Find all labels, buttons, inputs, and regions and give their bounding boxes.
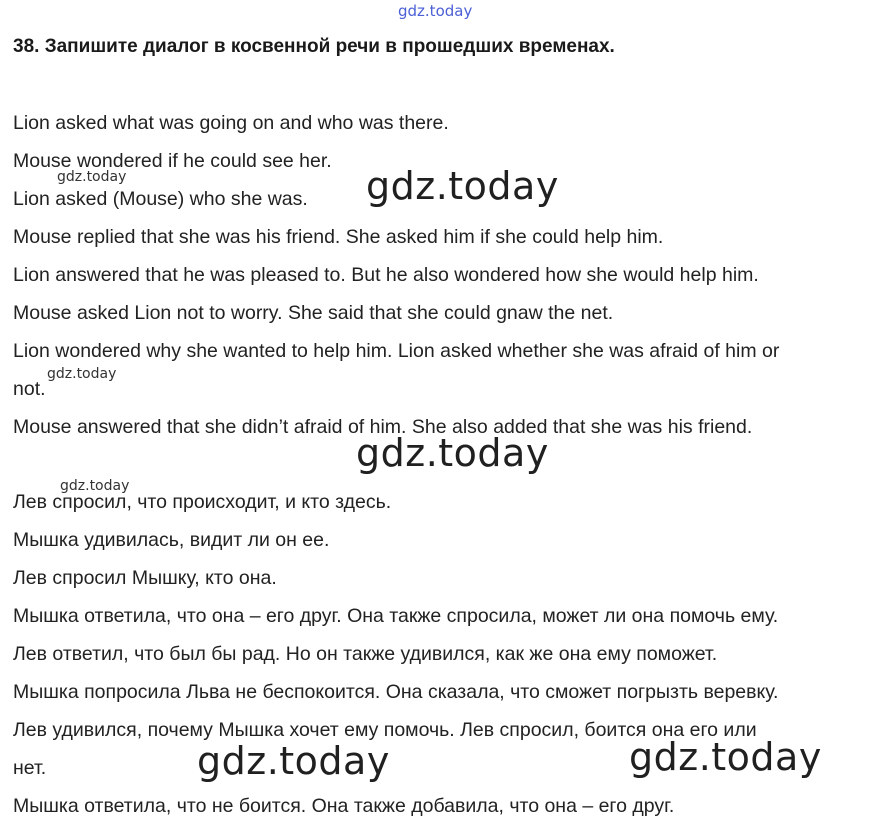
watermark-large: gdz.today [356, 431, 549, 475]
russian-line: Мышка удивилась, видит ли он ее. [13, 529, 330, 551]
english-line: Mouse asked Lion not to worry. She said that she could gnaw the net. [13, 302, 614, 324]
russian-line: нет. [13, 757, 47, 779]
russian-line: Мышка ответила, что не боится. Она также добавила, что она – его друг. [13, 795, 675, 817]
watermark-small: gdz.today [47, 366, 117, 382]
english-line: Lion wondered why she wanted to help him. Lion asked whether she was afraid of him or [13, 340, 780, 362]
russian-line: Лев спросил Мышку, кто она. [13, 567, 277, 589]
watermark-small: gdz.today [60, 478, 130, 494]
watermark-large: gdz.today [366, 164, 559, 208]
watermark-top: gdz.today [398, 2, 473, 20]
english-line: Lion asked (Mouse) who she was. [13, 188, 308, 210]
english-line: Lion answered that he was pleased to. But he also wondered how she would help him. [13, 264, 759, 286]
russian-line: Мышка попросила Льва не беспокоится. Она сказала, что сможет погрызть веревку. [13, 681, 779, 703]
exercise-heading: 38. Запишите диалог в косвенной речи в прошедших временах. [13, 36, 615, 57]
english-line: Mouse answered that she didn’t afraid of him. She also added that she was his friend. [13, 416, 753, 438]
russian-line: Лев удивился, почему Мышка хочет ему помочь. Лев спросил, боится она его или [13, 719, 757, 741]
russian-line: Лев ответил, что был бы рад. Но он также удивился, как же она ему поможет. [13, 643, 718, 665]
english-line: Mouse replied that she was his friend. She asked him if she could help him. [13, 226, 664, 248]
english-line: Mouse wondered if he could see her. [13, 150, 332, 172]
watermark-small: gdz.today [57, 169, 127, 185]
watermark-large: gdz.today [197, 739, 390, 783]
russian-line: Мышка ответила, что она – его друг. Она также спросила, может ли она помочь ему. [13, 605, 779, 627]
english-line: Lion asked what was going on and who was there. [13, 112, 449, 134]
russian-line: Лев спросил, что происходит, и кто здесь. [13, 491, 392, 513]
english-line: not. [13, 378, 46, 400]
watermark-large: gdz.today [629, 735, 822, 779]
